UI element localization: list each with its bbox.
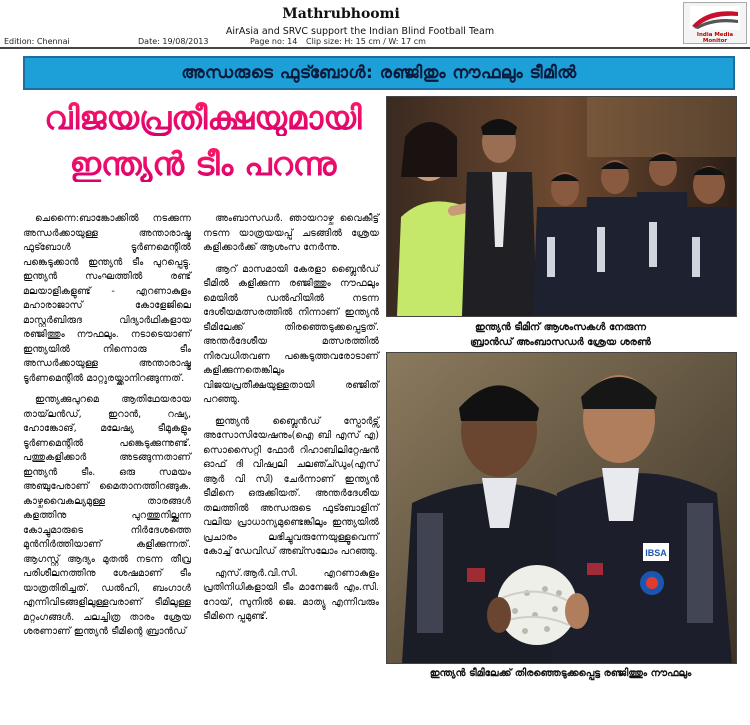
headline-line-2: ഇന്ത്യൻ ടീം പറന്നു xyxy=(23,146,383,182)
page-number-label: Page no: 14 xyxy=(250,37,298,46)
paragraph: ഇന്ത്യക്കുപുറമെ ആതിഥേയരായ തായ്‌ലൻഡ്, ഇറാൻ, റഷ്യ, ഹോങ്കോങ്, മലേഷ്യ ടീമുകളും ടൂർണമെന്റിൽ പങ്കെടുക്കുന്നുണ്ട്. പത്തുകളിക്കാർ അടങ്ങുന്നതാണ് ഇന്ത്യൻ ടീം. ഒരു സമയം അഞ്ചുപേരാണ് മൈതാനത്തിറങ്ങുക. കാഴ്ചവൈകല്യമുള്ള താരങ്ങൾ കളത്തിനു പുറത്തുനില്ക്കുന്ന കോച്ചുമാരുടെ നിർദേശത്തെ മുൻനിർത്തിയാണ് കളിക്കുന്നത്. ആഗസ്റ്റ് ആദ്യം മുതൽ നടന്ന തീവ്ര പരിശീലനത്തിനു ശേഷമാണ് ടീം യാത്രതിരിച്ചത്. ഡൽഹി, ബംഗാൾ എന്നിവിടങ്ങളിലുള്ളവരാണ് ടീമിലുള്ള മറ്റംഗങ്ങൾ. ചലച്ചിത്ര താരം ശ്രേയ ശരണാണ് ഇന്ത്യൻ ടീമിന്റെ ബ്രാൻഡ് xyxy=(23,394,191,637)
photo-1-caption-line-2: ബ്രാൻഡ് അംബാസഡർ ശ്രേയ ശരൺ xyxy=(470,337,651,348)
paragraph: അംബാസഡർ. ഞായറാഴ്ച വൈകീട്ട് നടന്ന യാത്രയയപ്പ് ചടങ്ങിൽ ശ്രേയ കളിക്കാർക്ക് ആശംസ നേർന്നു. xyxy=(203,213,379,253)
clipping-header xyxy=(0,0,750,48)
edition-label: Edition: Chennai xyxy=(4,37,70,46)
header-divider xyxy=(0,47,750,49)
date-label: Date: 19/08/2013 xyxy=(138,37,209,46)
team-send-off-photo xyxy=(386,96,737,317)
article-column-1 xyxy=(23,212,191,647)
paragraph: ആറ് മാസമായി കേരളാ ബ്ലൈൻഡ് ടീമിൽ കളിക്കുന്ന രഞ്ജിത്തും നൗഫലും മെയിൽ ഡൽഹിയിൽ നടന്ന ദേശീയമത്സരത്തിൽ നിന്നാണ് ഇന്ത്യൻ ടീമിലേക്ക് തിരഞ്ഞെടുക്കപ്പെട്ടത്. അന്തർദേശീയ മത്സരത്തിൽ നിരവധിതവണ പങ്കെടുത്തവരോടാണ് കളിക്കുന്നതെങ്കിലും വിജയപ്രതീക്ഷയുള്ളതായി രഞ്ജിത് പറഞ്ഞു. xyxy=(203,263,379,405)
jersey-logo-text: IBSA xyxy=(645,548,667,558)
logo-swoosh-icon xyxy=(690,6,740,30)
headline-line-1: വിജയപ്രതീക്ഷയുമായി xyxy=(23,100,383,136)
photo-1-caption xyxy=(386,320,735,350)
article-column-2 xyxy=(203,212,379,632)
players-portrait-illustration xyxy=(387,353,736,663)
india-media-monitor-logo xyxy=(683,2,747,44)
paragraph: എസ്.ആർ.വി.സി. എറണാകുളം പ്രതിനിധികളായി ടീം മാനേജർ എം.സി. റോയ്, സുനിൽ ജെ. മാത്യു എന്നിവരും ടീമിനെ പ്പമുണ്ട്. xyxy=(203,567,379,622)
english-headline: AirAsia and SRVC support the Indian Blind Football Team xyxy=(225,26,495,37)
paragraph: ചെന്നൈ:ബാങ്കോക്കിൽ നടക്കുന്ന അന്ധർക്കായുള്ള അന്താരാഷ്ട്ര ഫുട്ബോൾ ടൂർണമെന്റിൽ പങ്കെടുക്കാൻ ഇന്ത്യൻ ടീം പുറപ്പെട്ടു. ഇന്ത്യൻ സംഘത്തിൽ രണ്ട് മലയാളികളുണ്ട് - എറണാകുളം മഹാരാജാസ് കോളേജിലെ മാസ്റ്റർബിരുദ വിദ്യാർഥികളായ രഞ്ജിത്തും നൗഫലും. നടാടെയാണ് ഇന്ത്യയിൽ നിന്നൊരു ടീം അന്ധർക്കായുള്ള അന്താരാഷ്ട്ര ടൂർണമെന്റിൽ മാറ്റുരയ്ക്കാനിറങ്ങുന്നത്. xyxy=(23,213,191,384)
paragraph: ഇന്ത്യൻ ബ്ലൈൻഡ് സ്പോർട്സ് അസോസിയേഷനും(ഐ ബി എസ് എ) സൊസൈറ്റി ഫോർ റിഹാബിലിറ്റേഷൻ ഓഫ് ദി വിഷ്വലി ചലഞ്ച്ഡും(എസ് ആർ വി സി) ചേർന്നാണ് ഇന്ത്യൻ ടീമിനെ ഒരുക്കിയത്. അന്തർദേശീയ തലത്തിൽ അന്ധരുടെ ഫുട്ബോളിന് വലിയ പ്രാധാന്യമുണ്ടെങ്കിലും ഇന്ത്യയിൽ പ്രചാരം ലഭിച്ചുവരുന്നേയുള്ളൂവെന്ന് കോച്ച് ഡേവിഡ് അബ്സലോം പറഞ്ഞു. xyxy=(203,415,379,557)
publication-name: Mathrubhoomi xyxy=(282,6,400,22)
clip-size-label: Clip size: H: 15 cm / W: 17 cm xyxy=(306,37,426,46)
kicker-banner xyxy=(23,56,735,90)
players-portrait-photo xyxy=(386,352,737,664)
kicker-banner-text: അന്ധരുടെ ഫുട്ബോൾ: രഞ്ജിതും നൗഫലും ടീമിൽ xyxy=(181,63,577,83)
team-send-off-photo-illustration xyxy=(387,97,736,316)
photo-2-caption: ഇന്ത്യൻ ടീമിലേക്ക് തിരഞ്ഞെടുക്കപ്പെട്ട രഞ്ജിത്തും നൗഫലും xyxy=(429,668,692,679)
logo-text: India Media Monitor xyxy=(696,32,734,44)
photo-1-caption-line-1: ഇന്ത്യൻ ടീമിന് ആശംസകൾ നേരുന്ന xyxy=(474,322,647,333)
